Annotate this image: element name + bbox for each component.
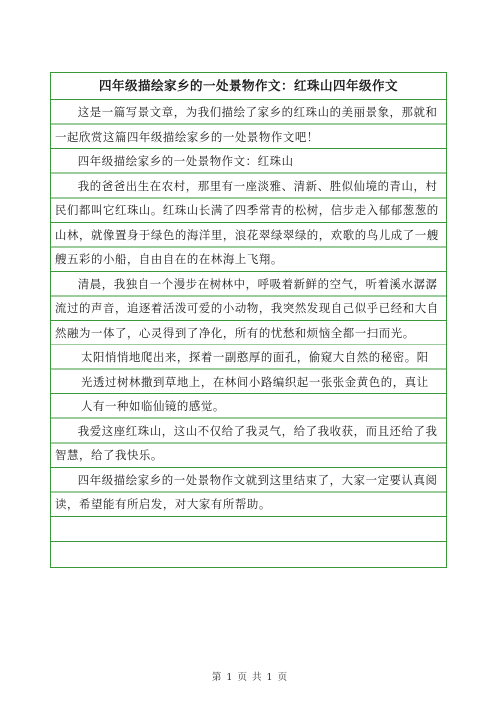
document-title: 四年级描绘家乡的一处景物作文：红珠山四年级作文 (51, 73, 446, 100)
closing-paragraph: 四年级描绘家乡的一处景物作文就到这里结束了，大家一定要认真阅读，希望能有所启发，对大家有所帮助。 (51, 468, 446, 517)
page-number: 第 1 页 共 1 页 (211, 672, 289, 683)
essay-sheet (50, 72, 447, 568)
paragraph-love: 我爱这座红珠山，这山不仅给了我灵气，给了我收获，而且还给了我智慧，给了我快乐。 (51, 419, 446, 468)
intro-paragraph: 这是一篇写景文章，为我们描绘了家乡的红珠山的美丽景象，那就和一起欣赏这篇四年级描绘家乡的一处景物作文吧！ (51, 100, 446, 149)
blank-line (51, 517, 446, 543)
paragraph-village: 我的爸爸出生在农村，那里有一座淡雅、清新、胜似仙境的青山，村民们都叫它红珠山。红珠山长满了四季常青的松树，信步走入郁郁葱葱的山林，就像置身于绿色的海洋里，浪花翠绿翠绿的，欢歌的鸟儿成了一艘艘五彩的小船，自由自在的在林海上飞翔。 (51, 174, 446, 272)
essay-heading: 四年级描绘家乡的一处景物作文：红珠山 (51, 149, 446, 174)
paragraph-sunlight: 太阳悄悄地爬出来，探着一副憨厚的面孔，偷窥大自然的秘密。阳光透过树林撒到草地上，在林间小路编织起一张张金黄色的，真让人有一种如临仙镜的感觉。 (51, 345, 446, 419)
blank-line (51, 542, 446, 567)
paragraph-morning: 清晨，我独自一个漫步在树林中，呼吸着新鲜的空气，听着溪水潺潺流过的声音，追逐着活泼可爱的小动物，我突然发现自己似乎已经和大自然融为一体了，心灵得到了净化，所有的忧愁和烦恼全都一扫而光。 (51, 272, 446, 346)
